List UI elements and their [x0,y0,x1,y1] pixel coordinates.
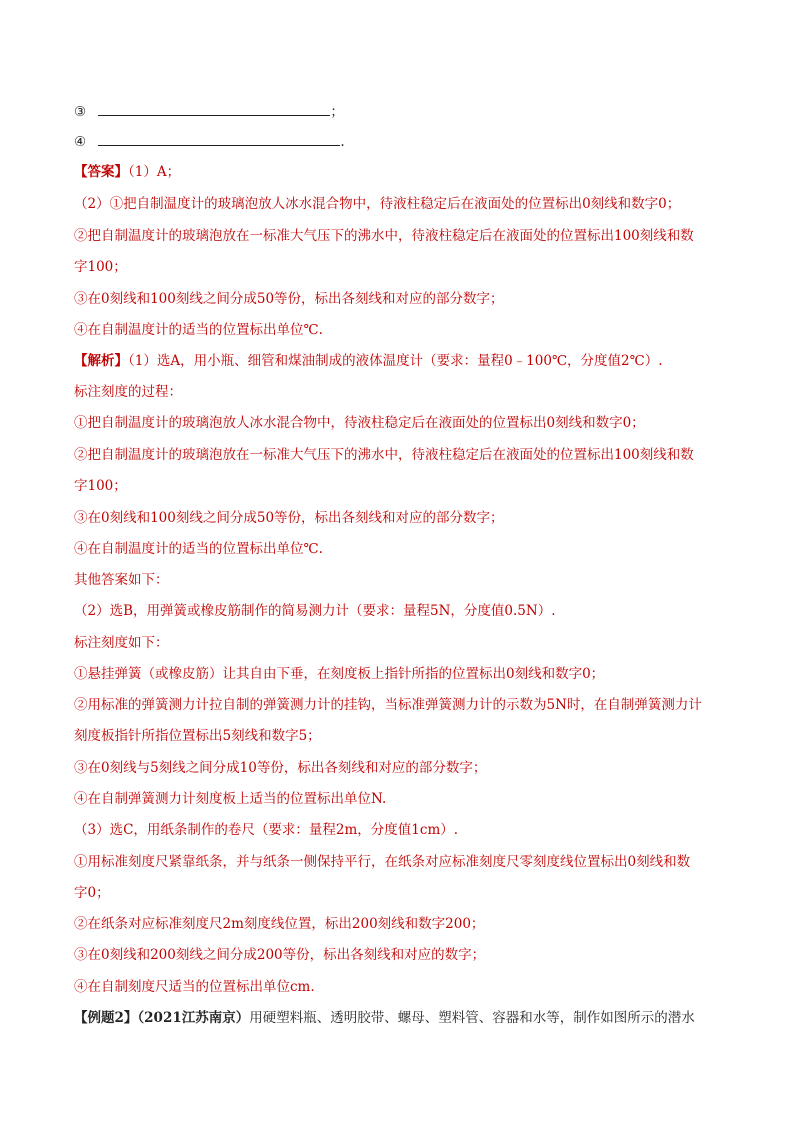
item-4-marker: ④ [74,134,87,150]
answer-p2-step2b: 字100； [74,259,127,275]
example-label: 【例题2】 [74,1010,138,1026]
answer-p2-step4: ④在自制温度计的适当的位置标出单位℃. [74,322,323,338]
analysis-b-title: 标注刻度如下： [74,635,169,651]
analysis-t-step2a: ②把自制温度计的玻璃泡放在一标准大气压下的沸水中，待液柱稳定后在液面处的位置标出100刻线和数 [74,447,694,463]
answer-part1: （1）A； [128,164,181,180]
analysis-c-step3: ③在0刻线和200刻线之间分成200等份，标出各刻线和对应的数字； [74,947,486,963]
analysis-b-step1: ①悬挂弹簧（或橡皮筋）让其自由下垂，在刻度板上指针所指的位置标出0刻线和数字0； [74,666,605,682]
analysis-t-step2b: 字100； [74,478,127,494]
answer-p2-step2a: ②把自制温度计的玻璃泡放在一标准大气压下的沸水中，待液柱稳定后在液面处的位置标出100刻线和数 [74,228,694,244]
analysis-intro: （1）选A，用小瓶、细管和煤油制成的液体温度计（要求：量程0﹣100℃，分度值2℃）. [128,353,663,369]
item-4-end: . [340,134,345,150]
analysis-c-step4: ④在自制刻度尺适当的位置标出单位cm. [74,979,315,995]
analysis-line-1 [74,351,663,371]
blank-line-3 [98,101,330,116]
blank-item-4 [74,131,345,152]
answer-p2-step1: （2）①把自制温度计的玻璃泡放人冰水混合物中，待液柱稳定后在液面处的位置标出0刻线和数字0； [74,196,681,212]
analysis-b-step3: ③在0刻线与5刻线之间分成10等份，标出各刻线和对应的部分数字； [74,760,487,776]
analysis-b-step2b: 刻度板指针所指位置标出5刻线和数字5； [74,728,321,744]
analysis-c-step2: ②在纸条对应标准刻度尺2m刻度线位置，标出200刻线和数字200； [74,916,485,932]
answer-p2-step3: ③在0刻线和100刻线之间分成50等份，标出各刻线和对应的部分数字； [74,291,504,307]
analysis-b-intro: （2）选B，用弹簧或橡皮筋制作的简易测力计（要求：量程5N，分度值0.5N）. [74,603,556,619]
item-3-marker: ③ [74,104,87,120]
example-source: （2021江苏南京） [137,1010,250,1026]
analysis-c-step1b: 字0； [74,885,110,901]
analysis-process-title: 标注刻度的过程： [74,384,182,400]
analysis-label: 【解析】 [74,353,128,369]
example-2-line [74,1008,695,1028]
blank-line-4 [98,131,340,146]
item-3-end: ； [330,104,344,120]
answer-line-1 [74,162,180,182]
analysis-t-step3: ③在0刻线和100刻线之间分成50等份，标出各刻线和对应的部分数字； [74,510,504,526]
analysis-t-step1: ①把自制温度计的玻璃泡放人冰水混合物中，待液柱稳定后在液面处的位置标出0刻线和数字0； [74,415,645,431]
analysis-c-intro: （3）选C，用纸条制作的卷尺（要求：量程2m，分度值1cm）. [74,822,459,838]
example-text: 用硬塑料瓶、透明胶带、螺母、塑料管、容器和水等，制作如图所示的潜水 [249,1010,695,1026]
blank-item-3 [74,101,344,122]
answer-label: 【答案】 [74,164,128,180]
analysis-b-step4: ④在自制弹簧测力计刻度板上适当的位置标出单位N. [74,791,387,807]
analysis-other-title: 其他答案如下： [74,572,169,588]
analysis-b-step2a: ②用标准的弹簧测力计拉自制的弹簧测力计的挂钩，当标准弹簧测力计的示数为5N时，在自制弹簧测力计 [74,697,702,713]
analysis-c-step1a: ①用标准刻度尺紧靠纸条，并与纸条一侧保持平行，在纸条对应标准刻度尺零刻度线位置标出0刻线和数 [74,854,691,870]
analysis-t-step4: ④在自制温度计的适当的位置标出单位℃. [74,541,323,557]
